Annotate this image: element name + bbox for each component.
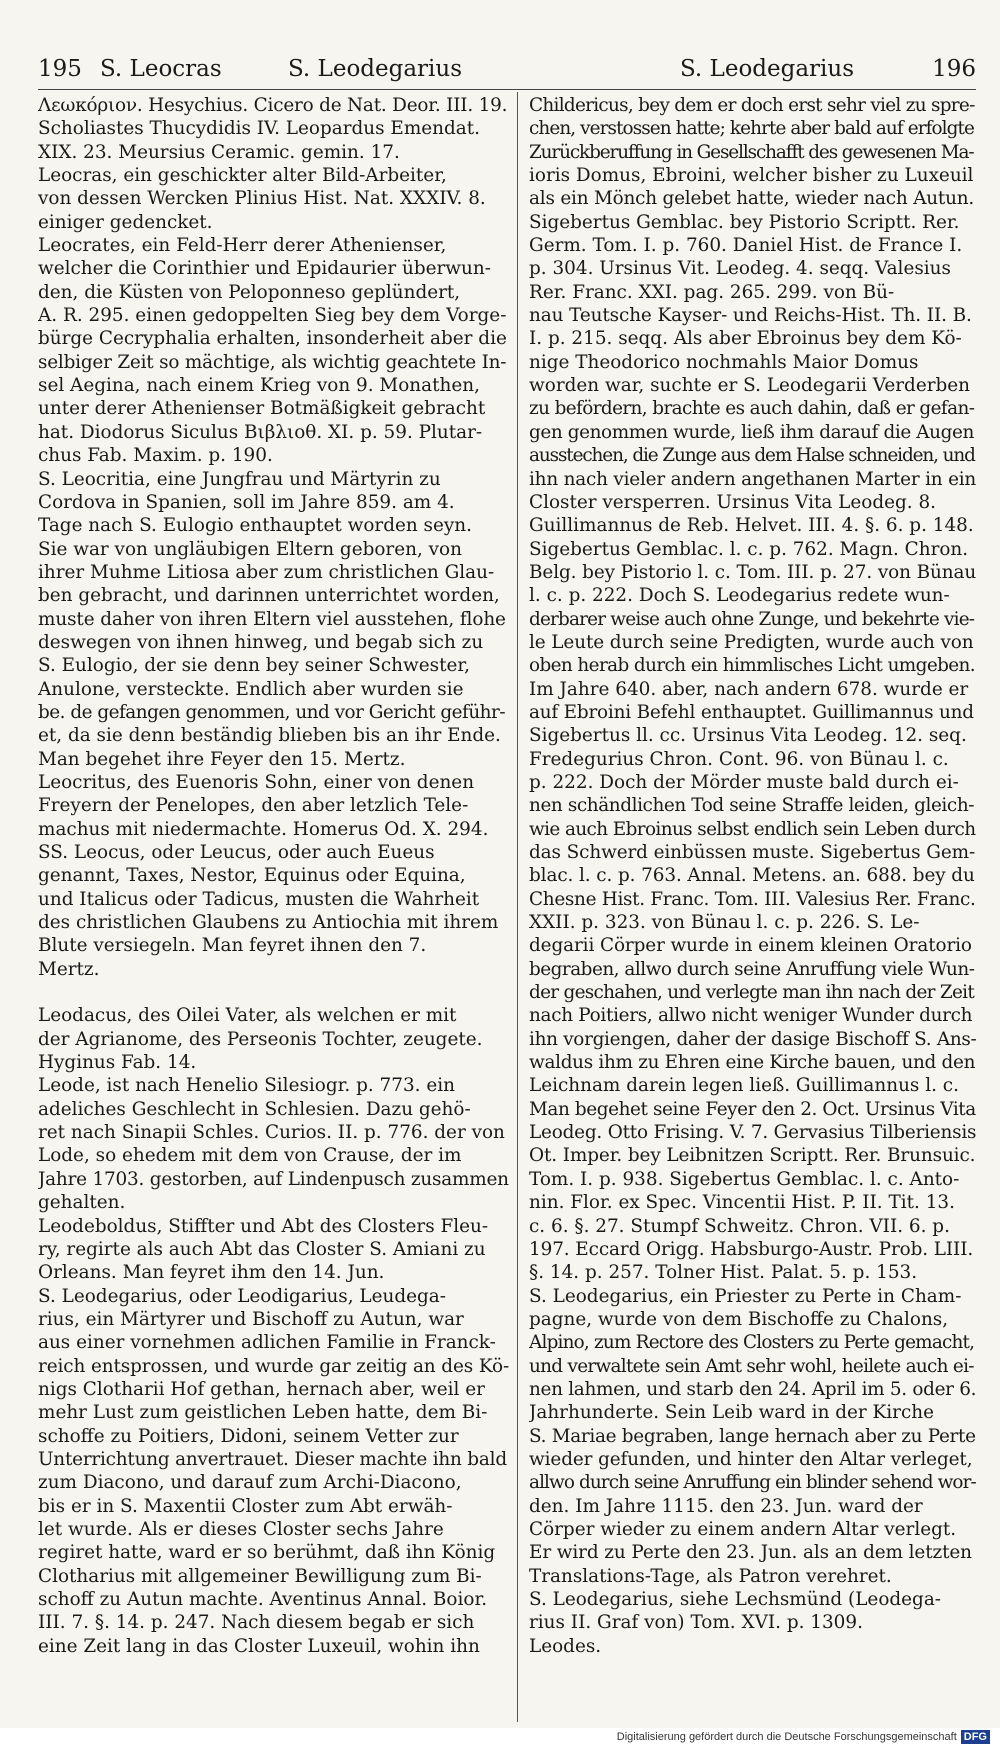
right-column-text-line: p. 222. Doch der Mörder muste bald durch ei- <box>529 771 959 793</box>
right-column-text-line: rius II. Graf von) Tom. XVI. p. 1309. <box>529 1612 863 1634</box>
right-column-text-line: Leodes. <box>529 1635 602 1657</box>
left-column-text-line: von dessen Wercken Plinius Hist. Nat. XXXIV. 8. <box>38 188 486 210</box>
footer <box>617 1728 990 1746</box>
left-column-text-line: genannt, Taxes, Nestor, Equinus oder Equina, <box>38 865 466 887</box>
left-column-text-line: rius, ein Märtyrer und Bischoff zu Autun, war <box>38 1308 464 1330</box>
header-title-left-2: S. Leodegarius <box>288 56 463 82</box>
left-column-text-line: III. 7. §. 14. p. 247. Nach diesem begab er sich <box>38 1612 475 1634</box>
right-column-text-line: ausstechen, die Zunge aus dem Halse schneiden, und <box>529 445 975 467</box>
left-column-text-line: Sie war von ungläubigen Eltern geboren, von <box>38 538 462 560</box>
right-column-text-line: Rer. Franc. XXI. pag. 265. 299. von Bü- <box>529 281 895 303</box>
right-column-text-line: Germ. Tom. I. p. 760. Daniel Hist. de France I. <box>529 235 963 257</box>
right-column-text-line: I. p. 215. seqq. Als aber Ebroinus bey dem Kö- <box>529 328 962 350</box>
right-column-text-line: Closter versperren. Ursinus Vita Leodeg. 8. <box>529 491 936 513</box>
right-column-text-line: waldus ihm zu Ehren eine Kirche bauen, und den <box>529 1052 976 1074</box>
right-column-text-line: Belg. bey Pistorio l. c. Tom. III. p. 27. von Bünau <box>529 561 976 583</box>
left-column-text-line: Clotharius mit allgemeiner Bewilligung zum Bi- <box>38 1565 482 1587</box>
left-column-text-line: unter derer Athenienser Botmäßigkeit gebracht <box>38 398 486 420</box>
right-column-text-line: Cörper wieder zu einem andern Altar verlegt. <box>529 1518 957 1540</box>
right-column-text-line: derbarer weise auch ohne Zunge, und bekehrte vie- <box>529 608 975 630</box>
right-column-text-line: Man begehet seine Feyer den 2. Oct. Ursinus Vita <box>529 1098 976 1120</box>
right-column-text-line: chen, verstossen hatte; kehrte aber bald auf erfolgte <box>529 118 975 140</box>
right-column-text-line: Zurückberuffung in Gesellschafft des gewesenen Ma- <box>529 141 974 163</box>
header-rule <box>38 89 976 90</box>
right-column-text-line: begraben, allwo durch seine Anruffung viele Wun- <box>529 958 975 980</box>
left-column-text-line: S. Eulogio, der sie denn bey seiner Schwester, <box>38 655 470 677</box>
right-column-text-line: nau Teutsche Kayser- und Reichs-Hist. Th. II. B. <box>529 305 972 327</box>
left-column-text-line <box>38 981 509 1004</box>
right-column-text-line: Jahrhunderte. Sein Leib ward in der Kirche <box>529 1402 934 1424</box>
left-column-text-line: eine Zeit lang in das Closter Luxeuil, wohin ihn <box>38 1635 480 1657</box>
left-column-text-line: Leode, ist nach Henelio Silesiogr. p. 773. ein <box>38 1075 455 1097</box>
left-column-text-line: et, da sie denn beständig blieben bis an ihr Ende. <box>38 725 501 747</box>
left-column-text-line: machus mit niedermachte. Homerus Od. X. 294. <box>38 818 489 840</box>
left-column-text-line: be. de gefangen genommen, und vor Gericht geführ- <box>38 701 506 723</box>
dfg-logo: DFG <box>961 1730 990 1744</box>
right-column-text-line: Childericus, bey dem er doch erst sehr viel zu spre- <box>529 95 975 116</box>
running-header <box>38 52 976 86</box>
left-column-text-line: sel Aegina, nach einem Krieg von 9. Monathen, <box>38 375 480 397</box>
page-number-right: 196 <box>932 56 976 82</box>
right-column-text-line: nin. Flor. ex Spec. Vincentii Hist. P. II. Tit. 13. <box>529 1192 955 1214</box>
column-divider <box>517 92 518 1722</box>
left-column-text-line: Man begehet ihre Feyer den 15. Mertz. <box>38 748 406 770</box>
left-column-text-line: Mertz. <box>38 958 100 980</box>
left-column-text-line: Lode, so ehedem mit dem von Crause, der im <box>38 1145 462 1167</box>
right-column-text-line: auf Ebroini Befehl enthauptet. Guillimannus und <box>529 701 974 723</box>
left-column-text-line: einiger gedencket. <box>38 211 213 233</box>
left-column-text-line: let wurde. Als er dieses Closter sechs Jahre <box>38 1518 444 1540</box>
left-column-text-line: regiret hatte, ward er so berühmt, daß ihn König <box>38 1542 496 1564</box>
left-column-text-line: des christlichen Glaubens zu Antiochia mit ihrem <box>38 912 499 934</box>
right-column-text-line: Translations-Tage, als Patron verehret. <box>529 1565 892 1587</box>
left-column-text-line: S. Leodegarius, oder Leodigarius, Leudega- <box>38 1285 446 1307</box>
left-column-text-line: reich entsprossen, und wurde gar zeitig an des Kö- <box>38 1355 509 1377</box>
right-column-text-line: degarii Cörper wurde in einem kleinen Oratorio <box>529 935 972 957</box>
left-column-text-line: Leocras, ein geschickter alter Bild-Arbeiter, <box>38 165 447 187</box>
right-column-text-line: der geschahen, und verlegte man ihn nach der Zeit <box>529 982 975 1004</box>
footer-text: Digitalisierung gefördert durch die Deutsche Forschungsgemeinschaft <box>616 1731 957 1743</box>
right-column-text-line: S. Mariae begraben, lange hernach aber zu Perte <box>529 1425 976 1447</box>
right-column-text-line: wie auch Ebroinus selbst endlich sein Leben durch <box>529 818 976 840</box>
right-column-text-line: Tom. I. p. 938. Sigebertus Gemblac. l. c. Anto- <box>529 1168 960 1190</box>
left-column-text-line: Λεωκόριον. Hesychius. Cicero de Nat. Deor. III. 19. <box>38 95 508 116</box>
right-column-text-line: das Schwerd einbüssen muste. Sigebertus Gem- <box>529 842 976 863</box>
left-column <box>38 94 509 1658</box>
left-column-text-line: Blute versiegeln. Man feyret ihnen den 7. <box>38 935 427 957</box>
left-column-text-line: Tage nach S. Eulogio enthauptet worden seyn. <box>38 515 472 537</box>
header-title-left-1: S. Leocras <box>100 56 222 82</box>
left-column-text-line: Unterrichtung anvertrauet. Dieser machte ihn bald <box>38 1448 507 1470</box>
left-column-text-line: der Agrianome, des Perseonis Tochter, zeugete. <box>38 1028 483 1050</box>
right-column-text-line: §. 14. p. 257. Tolner Hist. Palat. 5. p. 153. <box>529 1262 918 1284</box>
right-column-text-line: Ot. Imper. bey Leibnitzen Scriptt. Rer. Brunsuic. <box>529 1145 976 1167</box>
right-column-text-line: nen schändlichen Tod seine Straffe leiden, gleich- <box>529 795 975 817</box>
left-column-text-line: chus Fab. Maxim. p. 190. <box>38 445 273 467</box>
right-column-text-line: nen lahmen, und starb den 24. April im 5. oder 6. <box>529 1378 976 1400</box>
left-column-text-line: schoffe zu Poitiers, Didoni, seinem Vetter zur <box>38 1425 459 1447</box>
left-column-text-line: und Italicus oder Tadicus, musten die Wahrheit <box>38 888 480 910</box>
left-column-text-line: SS. Leocus, oder Leucus, oder auch Eueus <box>38 842 435 863</box>
right-column-text-line: p. 304. Ursinus Vit. Leodeg. 4. seqq. Valesius <box>529 258 951 280</box>
left-column-text-line: bürge Cecryphalia erhalten, insonderheit aber die <box>38 328 507 350</box>
left-column-text-line: Orleans. Man feyret ihm den 14. Jun. <box>38 1262 385 1284</box>
left-column-text-line: hat. Diodorus Siculus Βιβλιοθ. XI. p. 59. Plutar- <box>38 421 483 443</box>
left-column-text-line: mehr Lust zum geistlichen Leben hatte, dem Bi- <box>38 1402 488 1424</box>
left-column-text-line: bis er in S. Maxentii Closter zum Abt erwäh- <box>38 1495 453 1517</box>
left-column-text-line: Freyern der Penelopes, den aber letzlich Tele- <box>38 795 469 817</box>
left-column-text-line: ry, regirte als auch Abt das Closter S. Amiani zu <box>38 1238 486 1260</box>
right-column-text-line: Im Jahre 640. aber, nach andern 678. wurde er <box>529 678 969 700</box>
right-column-text-line: Chesne Hist. Franc. Tom. III. Valesius Rer. Franc. <box>529 888 976 910</box>
right-column-text-line: den. Im Jahre 1115. den 23. Jun. ward der <box>529 1495 923 1517</box>
right-column-text-line: wieder gefunden, und hinter den Altar verleget, <box>529 1448 973 1470</box>
right-column-text-line: gen genommen wurde, ließ ihm darauf die Augen <box>529 421 974 443</box>
left-column-text-line: Scholiastes Thucydidis IV. Leopardus Emendat. <box>38 118 480 140</box>
left-column-text-line: Leodacus, des Oilei Vater, als welchen er mit <box>38 1005 457 1027</box>
right-column-text-line: Fredegurius Chron. Cont. 96. von Bünau l. c. <box>529 748 949 770</box>
left-column-text-line: nigs Clotharii Hof gethan, hernach aber, weil er <box>38 1378 485 1400</box>
left-column-text-line: den, die Küsten von Peloponneso geplündert, <box>38 281 461 303</box>
left-column-text-line: Leodeboldus, Stiffter und Abt des Closters Fleu- <box>38 1215 489 1237</box>
right-column-text-line: ioris Domus, Ebroini, welcher bisher zu Luxeuil <box>529 165 974 187</box>
right-column-text-line: le Leute durch seine Predigten, wurde auch von <box>529 631 974 653</box>
left-column-text-line: deswegen von ihnen hinweg, und begab sich zu <box>38 631 484 653</box>
left-column-text-line: Cordova in Spanien, soll im Jahre 859. am 4. <box>38 491 455 513</box>
right-column-text-line: Sigebertus Gemblac. bey Pistorio Scriptt. Rer. <box>529 211 960 233</box>
right-column-text-line: und verwaltete sein Amt sehr wohl, heilete auch ei- <box>529 1355 974 1377</box>
right-column-text-line: c. 6. §. 27. Stumpf Schweitz. Chron. VII. 6. p. <box>529 1215 950 1237</box>
left-column-text-line: Leocritus, des Euenoris Sohn, einer von denen <box>38 771 475 793</box>
right-column-text-line: blac. l. c. p. 763. Annal. Metens. an. 688. bey du <box>529 865 975 887</box>
page-number-left: 195 <box>38 56 82 82</box>
right-column-text-line: Sigebertus Gemblac. l. c. p. 762. Magn. Chron. <box>529 538 969 560</box>
left-column-text-line: welcher die Corinthier und Epidaurier überwun- <box>38 258 491 280</box>
left-column-text-line: muste daher von ihren Eltern viel ausstehen, flohe <box>38 608 506 630</box>
left-column-text-line: gehalten. <box>38 1192 126 1214</box>
right-column-text-line: S. Leodegarius, siehe Lechsmünd (Leodega- <box>529 1589 941 1610</box>
right-column-text-line: als ein Mönch gelebet hatte, wieder nach Autun. <box>529 188 975 210</box>
left-column-text-line: aus einer vornehmen adlichen Familie in Franck- <box>38 1332 496 1354</box>
left-column-text-line: Leocrates, ein Feld-Herr derer Athenienser, <box>38 235 447 257</box>
right-column-text-line: ihn vorgiengen, daher der dasige Bischoff S. Ans- <box>529 1028 976 1050</box>
right-column-text-line: worden war, suchte er S. Leodegarii Verderben <box>529 375 970 397</box>
right-column-text-line: nach Poitiers, allwo nicht weniger Wunder durch <box>529 1005 973 1027</box>
right-column-text-line: Leodeg. Otto Frising. V. 7. Gervasius Tilberiensis <box>529 1122 976 1144</box>
right-column-text-line: Er wird zu Perte den 23. Jun. als an dem letzten <box>529 1542 972 1564</box>
right-column-text-line: XXII. p. 323. von Bünau l. c. p. 226. S. Le- <box>529 912 920 934</box>
right-column-text-line: l. c. p. 222. Doch S. Leodegarius redete wun- <box>529 585 950 607</box>
left-column-text-line: A. R. 295. einen gedoppelten Sieg bey dem Vorge- <box>38 305 507 327</box>
right-column-text-line: Alpino, zum Rectore des Closters zu Perte gemacht, <box>529 1332 975 1354</box>
right-column-text-line: zu befördern, brachte es auch dahin, daß er gefan- <box>529 398 975 420</box>
right-column-text-line: 197. Eccard Origg. Habsburgo-Austr. Prob. LIII. <box>529 1238 974 1260</box>
left-column-text-line: ben gebracht, und darinnen unterrichtet worden, <box>38 585 500 607</box>
left-column-text-line: Jahre 1703. gestorben, auf Lindenpusch zusammen <box>38 1168 509 1190</box>
left-column-text-line: Anulone, versteckte. Endlich aber wurden sie <box>38 678 464 700</box>
left-column-text-line: S. Leocritia, eine Jungfrau und Märtyrin zu <box>38 468 441 490</box>
right-column-text-line: pagne, wurde von dem Bischoffe zu Chalons, <box>529 1308 949 1330</box>
left-column-text-line: ret nach Sinapii Schles. Curios. II. p. 776. der von <box>38 1122 505 1144</box>
right-column-text-line: Guillimannus de Reb. Helvet. III. 4. §. 6. p. 148. <box>529 515 974 537</box>
right-column-text-line: ihn nach vieler andern angethanen Marter in ein <box>529 468 976 490</box>
left-column-text-line: XIX. 23. Meursius Ceramic. gemin. 17. <box>38 141 400 163</box>
left-column-text-line: zum Diacono, und darauf zum Archi-Diacono, <box>38 1472 462 1494</box>
right-column-text-line: S. Leodegarius, ein Priester zu Perte in Cham- <box>529 1285 962 1307</box>
left-column-text-line: schoff zu Autun machte. Aventinus Annal. Boior. <box>38 1589 488 1610</box>
left-column-text-line: selbiger Zeit so mächtige, als wichtig geachtete In- <box>38 351 507 373</box>
left-column-text-line: Hyginus Fab. 14. <box>38 1052 197 1074</box>
left-column-text-line: adeliches Geschlecht in Schlesien. Dazu gehö- <box>38 1098 471 1120</box>
right-column <box>529 94 976 1658</box>
right-column-text-line: oben herab durch ein himmlisches Licht umgeben. <box>529 655 976 677</box>
right-column-text-line: Leichnam darein legen ließ. Guillimannus l. c. <box>529 1075 959 1097</box>
header-title-right: S. Leodegarius <box>680 56 855 82</box>
left-column-text-line: ihrer Muhme Litiosa aber zum christlichen Glau- <box>38 561 495 583</box>
right-column-text-line: nige Theodorico nochmahls Maior Domus <box>529 351 919 373</box>
right-column-text-line: Sigebertus ll. cc. Ursinus Vita Leodeg. 12. seq. <box>529 725 967 747</box>
right-column-text-line: allwo durch seine Anruffung ein blinder sehend wor- <box>529 1472 976 1494</box>
